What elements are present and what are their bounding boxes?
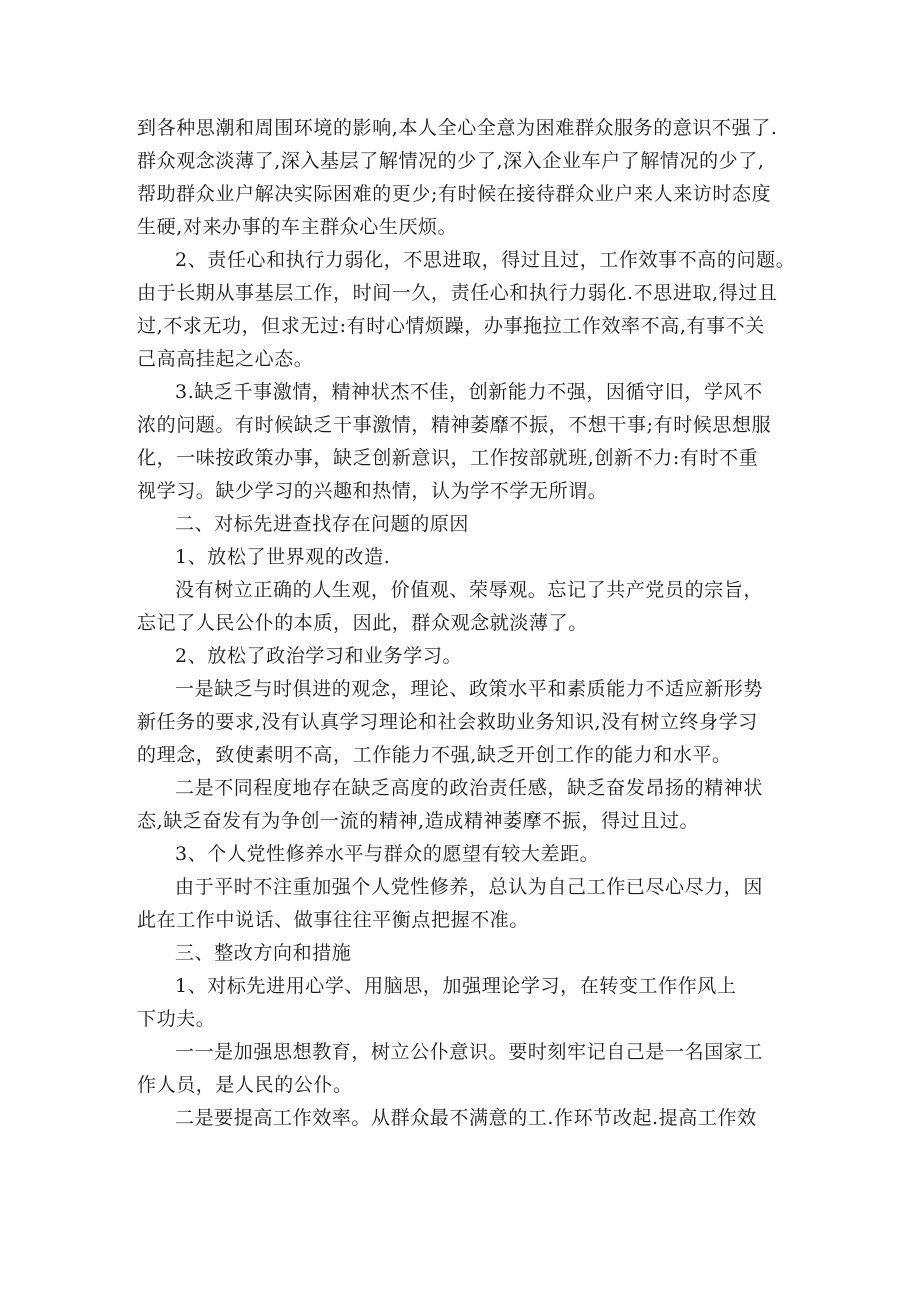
- text-line-8: 己高高挂起之心态。: [137, 348, 314, 370]
- text-line-1: 到各种思潮和周围环境的影响,本人全心全意为困难群众服务的意识不强了.: [137, 117, 778, 139]
- text-line-18: 一是缺乏与时俱进的观念，理论、政策水平和素质能力不适应新形势: [175, 678, 764, 700]
- section-heading-2: 二、对标先进查找存在问题的原因: [175, 513, 470, 535]
- text-line-29: 一一是加强思想教育，树立公仆意识。要时刻牢记自己是一名国家工: [175, 1041, 764, 1063]
- document-page: [137, 112, 797, 1135]
- text-line-25: 此在工作中说话、做事往往平衡点把握不准。: [137, 909, 530, 931]
- text-line-31: 二是要提高工作效率。从群众最不满意的工.作环节改起.提高工作效: [175, 1107, 757, 1129]
- text-line-4: 生硬,对来办事的车主群众心生厌烦。: [137, 216, 458, 238]
- text-line-12: 视学习。缺少学习的兴趣和热情，认为学不学无所谓。: [137, 480, 608, 502]
- text-line-15: 没有树立正确的人生观，价值观、荣辱观。忘记了共产党员的宗旨，: [175, 579, 764, 601]
- text-line-10: 浓的问题。有时候缺乏干事激情，精神萎靡不振，不想干事;有时候思想服: [137, 414, 772, 436]
- text-line-28: 下功夫。: [137, 1008, 216, 1030]
- text-line-14: 1、放松了世界观的改造.: [175, 546, 391, 568]
- text-line-3: 帮助群众业户解决实际困难的更少;有时候在接待群众业户来人来访时态度: [137, 183, 772, 205]
- text-line-22: 态,缺乏奋发有为争创一流的精神,造成精神萎摩不振，得过且过。: [137, 810, 700, 832]
- text-line-16: 忘记了人民公仆的本质，因此，群众观念就淡薄了。: [137, 612, 588, 634]
- text-line-11: 化，一味按政策办事，缺乏创新意识，工作按部就班,创新不力:有时不重: [137, 447, 759, 469]
- section-heading-3: 三、整改方向和措施: [175, 942, 352, 964]
- text-line-23: 3、个人党性修养水平与群众的愿望有较大差距。: [175, 843, 600, 865]
- text-line-20: 的理念，致使素明不高，工作能力不强,缺乏开创工作的能力和水平。: [137, 744, 732, 766]
- text-line-27: 1、对标先进用心学、用脑思，加强理论学习，在转变工作作风上: [175, 975, 737, 997]
- text-line-7: 过,不求无功，但求无过:有时心情烦躁，办事拖拉工作效率不高,有事不关: [137, 315, 765, 337]
- text-line-17: 2、放松了政治学习和业务学习。: [175, 645, 463, 667]
- text-line-6: 由于长期从事基层工作，时间一久，责任心和执行力弱化.不思进取,得过且: [137, 282, 778, 304]
- text-line-5: 2、责任心和执行力弱化，不思进取，得过且过，工作效事不高的问题。: [175, 249, 796, 271]
- text-line-24: 由于平时不注重加强个人党性修养，总认为自己工作已尽心尽力，因: [175, 876, 764, 898]
- text-line-21: 二是不同程度地存在缺乏高度的政治责任感，缺乏奋发昂扬的精神状: [175, 777, 764, 799]
- text-line-19: 新任务的要求,没有认真学习理论和社会救助业务知识,没有树立终身学习: [137, 711, 758, 733]
- text-line-30: 作人员，是人民的公仆。: [137, 1074, 353, 1096]
- text-line-2: 群众观念淡薄了,深入基层了解情况的少了,深入企业车户了解情况的少了,: [137, 150, 765, 172]
- text-line-9: 3.缺乏千事激情，精神状杰不佳，创新能力不强，因循守旧，学风不: [175, 381, 763, 403]
